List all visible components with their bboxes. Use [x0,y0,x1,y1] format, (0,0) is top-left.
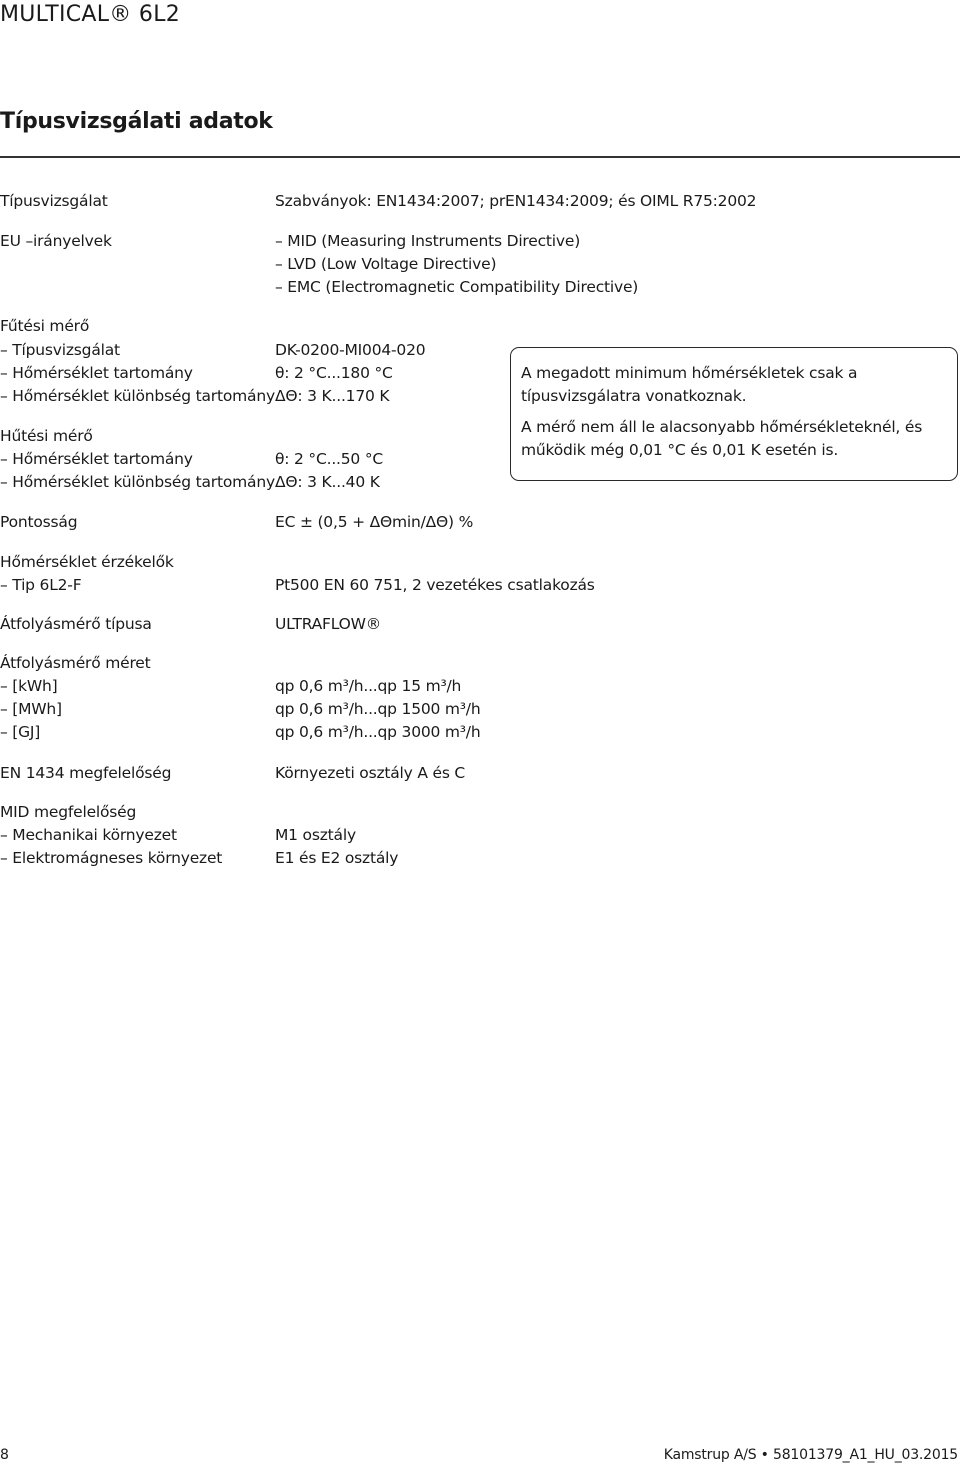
row-label-type-approval: – Típusvizsgálat [0,341,120,359]
note-text-line: A mérő nem áll le alacsonyabb hőmérsékleteknél, és [521,418,923,436]
row-label-electromagnetic: – Elektromágneses környezet [0,849,223,867]
row-label-kwh: – [kWh] [0,677,58,695]
row-value-en1434: Környezeti osztály A és C [275,764,466,782]
row-value-type-approval: DK-0200-MI004-020 [275,341,426,359]
group-label-flow-sensor-size: Átfolyásmérő méret [0,654,151,672]
row-label-mwh: – [MWh] [0,700,62,718]
section-title: Típusvizsgálati adatok [0,109,273,134]
row-value-kwh: qp 0,6 m³/h...qp 15 m³/h [275,677,462,695]
group-label-heating-meter: Fűtési mérő [0,317,90,335]
note-text-line: A megadott minimum hőmérsékletek csak a [521,364,858,382]
row-value-gj: qp 0,6 m³/h...qp 3000 m³/h [275,723,481,741]
note-text-line: típusvizsgálatra vonatkoznak. [521,387,747,405]
row-value-cool-temp-range: θ: 2 °C...50 °C [275,450,383,468]
row-value-flow-sensor-type: ULTRAFLOW® [275,615,382,633]
row-label-cool-temp-diff: – Hőmérséklet különbség tartomány [0,473,275,491]
row-value-heat-temp-range: θ: 2 °C...180 °C [275,364,393,382]
row-label-gj: – [GJ] [0,723,41,741]
row-label-eu-directives: EU –irányelvek [0,232,112,250]
row-label-mechanical: – Mechanikai környezet [0,826,177,844]
row-label-flow-sensor-type: Átfolyásmérő típusa [0,615,152,633]
row-label-sensor-type: – Tip 6L2-F [0,576,82,594]
row-label-en1434: EN 1434 megfelelőség [0,764,172,782]
section-divider [0,156,960,158]
row-label-heat-temp-range: – Hőmérséklet tartomány [0,364,193,382]
row-value-mid: – MID (Measuring Instruments Directive) [275,232,581,250]
row-value-mechanical: M1 osztály [275,826,356,844]
row-value-emc: – EMC (Electromagnetic Compatibility Directive) [275,278,639,296]
note-box [510,347,958,481]
row-value-accuracy: EC ± (0,5 + ΔΘmin/ΔΘ) % [275,513,474,531]
row-value-mwh: qp 0,6 m³/h...qp 1500 m³/h [275,700,481,718]
row-value-heat-temp-diff: ΔΘ: 3 K...170 K [275,387,390,405]
row-value-lvd: – LVD (Low Voltage Directive) [275,255,497,273]
row-value-electromagnetic: E1 és E2 osztály [275,849,399,867]
group-label-cooling-meter: Hűtési mérő [0,427,93,445]
row-label-heat-temp-diff: – Hőmérséklet különbség tartomány [0,387,275,405]
footer-doc-id: Kamstrup A/S • 58101379_A1_HU_03.2015 [663,1447,958,1463]
row-label-accuracy: Pontosság [0,513,78,531]
row-value-cool-temp-diff: ΔΘ: 3 K...40 K [275,473,380,491]
note-text-line: működik még 0,01 °C és 0,01 K esetén is. [521,441,839,459]
document-header-title: MULTICAL® 6L2 [0,2,181,27]
page-number: 8 [0,1447,9,1463]
row-label-cool-temp-range: – Hőmérséklet tartomány [0,450,193,468]
group-label-temp-sensors: Hőmérséklet érzékelők [0,553,174,571]
group-label-mid-compliance: MID megfelelőség [0,803,137,821]
row-label-tipusvizsgalat: Típusvizsgálat [0,192,108,210]
row-value-sensor-type: Pt500 EN 60 751, 2 vezetékes csatlakozás [275,576,595,594]
row-value-standards: Szabványok: EN1434:2007; prEN1434:2009; és OIML R75:2002 [275,192,757,210]
